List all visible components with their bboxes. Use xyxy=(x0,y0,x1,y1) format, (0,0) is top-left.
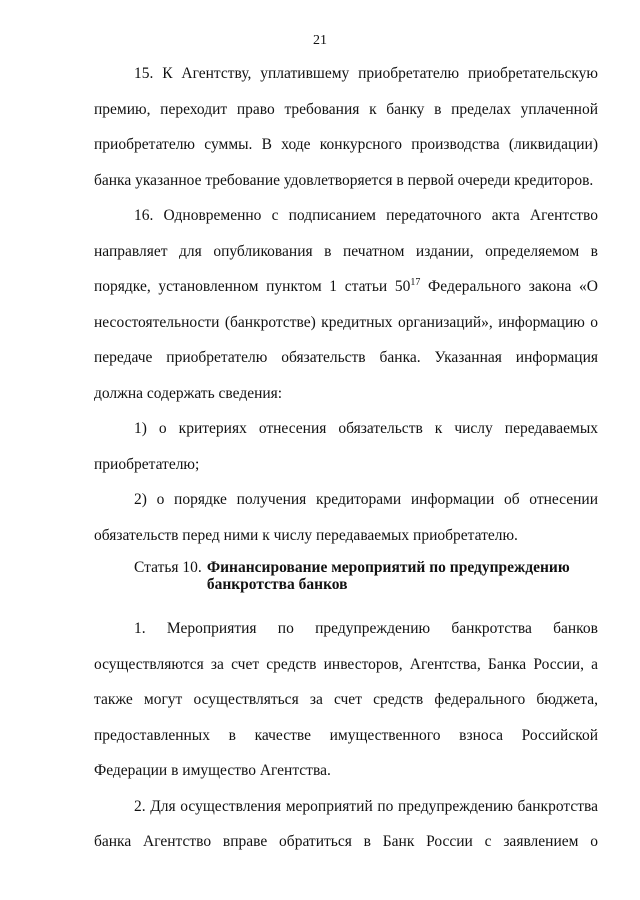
article-10-paragraph-2: 2. Для осуществления мероприятий по предупреждению банкротства банка Агентство вправе обратиться в Банк России с заявлением о xyxy=(94,797,598,850)
article-10-heading xyxy=(94,559,598,593)
paragraph-16-text-start: 16. Одновременно с подписанием передаточного акта Агентство направляет для опубликования в печатном издании, определяемом в порядке, установленном пунктом 1 статьи 50 xyxy=(94,207,598,295)
list-item-1: 1) о критериях отнесения обязательств к числу передаваемых приобретателю; xyxy=(94,420,598,473)
article-10-title: Финансирование мероприятий по предупреждению банкротства банков xyxy=(206,559,570,593)
paragraph-16-text-end: Федерального закона «О несостоятельности (банкротстве) кредитных организаций», информацию о передаче приобретателю обязательств банка. Указанная информация должна содержать сведения: xyxy=(94,278,598,402)
page-number: 21 xyxy=(313,33,327,48)
article-10-label: Статья 10. xyxy=(134,559,202,576)
article-10-paragraph-1: 1. Мероприятия по предупреждению банкротства банков осуществляются за счет средств инвесторов, Агентства, Банка России, а также могут осуществляться за счет средств федерального бюджета, предоставленных в качестве имущественного взноса Российской Федерации в имущество Агентства. xyxy=(94,620,598,779)
paragraph-15: 15. К Агентству, уплатившему приобретателю приобретательскую премию, переходит право требования к банку в пределах уплаченной приобретателю суммы. В ходе конкурсного производства (ликвидации) банка указанное требование удовлетворяется в первой очереди кредиторов. xyxy=(94,65,598,189)
list-item-2: 2) о порядке получения кредиторами информации об отнесении обязательств перед ними к числу передаваемых приобретателю. xyxy=(94,491,598,544)
paragraph-16-superscript: 17 xyxy=(410,276,421,288)
paragraph-16 xyxy=(94,198,598,411)
document-body xyxy=(94,56,598,860)
